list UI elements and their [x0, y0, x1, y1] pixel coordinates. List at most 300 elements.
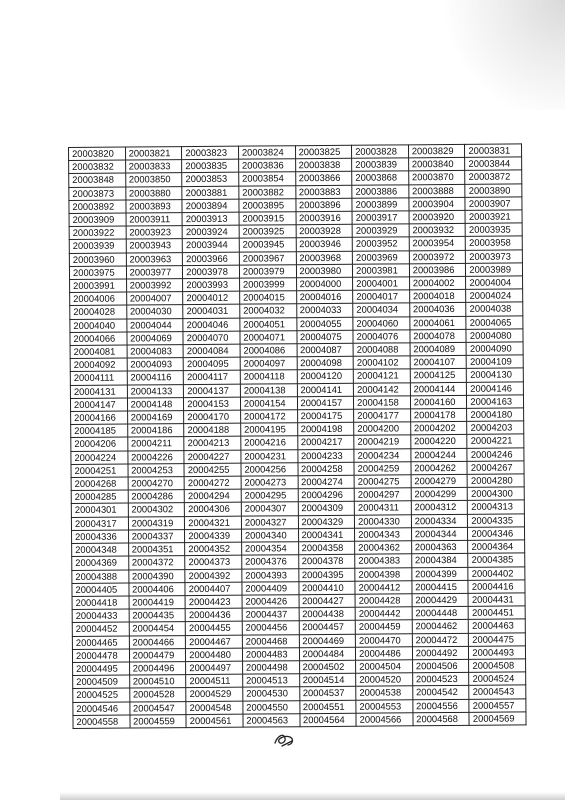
roll-number-cell: 20003989: [466, 263, 523, 277]
roll-number-cell: 20004423: [185, 595, 242, 609]
roll-number-cell: 20004202: [410, 422, 467, 436]
roll-number-cell: 20004117: [184, 371, 241, 385]
roll-number-cell: 20004102: [353, 356, 410, 370]
roll-number-cell: 20004206: [71, 438, 128, 452]
roll-number-cell: 20004186: [127, 424, 184, 438]
roll-number-cell: 20004038: [466, 302, 523, 316]
roll-number-cell: 20003928: [296, 224, 353, 238]
roll-number-cell: 20004542: [412, 686, 469, 700]
roll-number-cell: 20004321: [185, 516, 242, 530]
roll-number-cell: 20003981: [353, 264, 410, 278]
roll-number-cell: 20004546: [73, 702, 130, 716]
roll-number-cell: 20004213: [184, 437, 241, 451]
roll-number-cell: 20003916: [296, 211, 353, 225]
roll-number-table: [68, 143, 527, 728]
roll-number-cell: 20004032: [240, 304, 297, 318]
roll-number-cell: 20004472: [412, 633, 469, 647]
roll-number-cell: 20004383: [355, 554, 412, 568]
roll-number-cell: 20004147: [70, 398, 127, 412]
roll-number-cell: 20004142: [353, 382, 410, 396]
roll-number-cell: 20004299: [411, 488, 468, 502]
roll-number-cell: 20004406: [129, 582, 186, 596]
roll-number-cell: 20004055: [296, 317, 353, 331]
roll-number-table-body: [69, 144, 527, 728]
roll-number-cell: 20004109: [467, 355, 524, 369]
roll-number-cell: 20004259: [354, 462, 411, 476]
roll-number-cell: 20004506: [412, 659, 469, 673]
roll-number-cell: 20004523: [412, 672, 469, 686]
roll-number-cell: 20004294: [184, 489, 241, 503]
roll-number-cell: 20004086: [240, 344, 297, 358]
roll-number-cell: 20003893: [126, 199, 183, 213]
roll-number-cell: 20004448: [412, 606, 469, 620]
roll-number-cell: 20004060: [353, 316, 410, 330]
roll-number-cell: 20003890: [465, 184, 522, 198]
roll-number-cell: 20004510: [129, 675, 186, 689]
roll-number-cell: 20004160: [410, 395, 467, 409]
roll-number-cell: 20003960: [69, 253, 126, 267]
roll-number-cell: 20004384: [411, 554, 468, 568]
roll-number-cell: 20004376: [242, 555, 299, 569]
roll-number-cell: 20003820: [69, 147, 126, 161]
roll-number-cell: 20004157: [297, 396, 354, 410]
roll-number-cell: 20004274: [298, 475, 355, 489]
roll-number-cell: 20004036: [409, 303, 466, 317]
roll-number-cell: 20004285: [71, 490, 128, 504]
roll-number-cell: 20004227: [184, 450, 241, 464]
roll-number-cell: 20004015: [240, 291, 297, 305]
roll-number-cell: 20003945: [239, 238, 296, 252]
roll-number-cell: 20004561: [186, 714, 243, 728]
roll-number-cell: 20003824: [238, 146, 295, 160]
roll-number-cell: 20004467: [186, 635, 243, 649]
roll-number-cell: 20004502: [299, 660, 356, 674]
roll-number-cell: 20004514: [299, 673, 356, 687]
roll-number-cell: 20003854: [239, 172, 296, 186]
roll-number-cell: 20003853: [182, 173, 239, 187]
roll-number-cell: 20004178: [410, 408, 467, 422]
roll-number-cell: 20004018: [409, 290, 466, 304]
roll-number-cell: 20004569: [469, 712, 526, 726]
roll-number-cell: 20003993: [183, 278, 240, 292]
roll-number-cell: 20004402: [468, 566, 525, 580]
roll-number-cell: 20003840: [408, 158, 465, 172]
roll-number-cell: 20003932: [409, 224, 466, 238]
roll-number-cell: 20004092: [70, 358, 127, 372]
roll-number-cell: 20004141: [297, 383, 354, 397]
roll-number-cell: 20004362: [355, 541, 412, 555]
roll-number-cell: 20004431: [468, 593, 525, 607]
roll-number-cell: 20004087: [297, 343, 354, 357]
roll-number-cell: 20004524: [469, 672, 526, 686]
roll-number-cell: 20004061: [410, 316, 467, 330]
roll-number-cell: 20004327: [241, 515, 298, 529]
roll-number-cell: 20004154: [240, 397, 297, 411]
roll-number-cell: 20004272: [184, 476, 241, 490]
roll-number-cell: 20004497: [186, 661, 243, 675]
roll-number-cell: 20004180: [467, 408, 524, 422]
roll-number-cell: 20004564: [299, 713, 356, 727]
roll-number-cell: 20003848: [69, 173, 126, 187]
roll-number-cell: 20004006: [70, 292, 127, 306]
roll-number-cell: 20004258: [297, 462, 354, 476]
roll-number-cell: 20004409: [242, 581, 299, 595]
roll-number-cell: 20004244: [411, 448, 468, 462]
roll-number-cell: 20004337: [128, 529, 185, 543]
roll-number-cell: 20004486: [356, 647, 413, 661]
roll-number-cell: 20003850: [125, 173, 182, 187]
roll-number-cell: 20004336: [72, 530, 129, 544]
roll-number-cell: 20004279: [411, 474, 468, 488]
roll-number-cell: 20003909: [69, 213, 126, 227]
roll-number-cell: 20004251: [71, 464, 128, 478]
roll-number-cell: 20004137: [184, 384, 241, 398]
roll-number-cell: 20003992: [126, 279, 183, 293]
roll-number-cell: 20004226: [128, 450, 185, 464]
roll-number-cell: 20003872: [465, 170, 522, 184]
roll-number-cell: 20004089: [410, 342, 467, 356]
roll-number-cell: 20004198: [297, 423, 354, 437]
roll-number-cell: 20003979: [239, 265, 296, 279]
roll-number-cell: 20004306: [185, 503, 242, 517]
roll-number-cell: 20004388: [72, 570, 129, 584]
roll-number-cell: 20004436: [185, 608, 242, 622]
roll-number-cell: 20004031: [183, 305, 240, 319]
roll-number-cell: 20004012: [183, 291, 240, 305]
roll-number-cell: 20004200: [354, 422, 411, 436]
roll-number-cell: 20004339: [185, 529, 242, 543]
roll-number-cell: 20004393: [242, 568, 299, 582]
roll-number-cell: 20004556: [413, 699, 470, 713]
roll-number-cell: 20004429: [412, 593, 469, 607]
roll-number-cell: 20004372: [128, 556, 185, 570]
roll-number-cell: 20003973: [466, 250, 523, 264]
roll-number-cell: 20004456: [242, 621, 299, 635]
roll-number-cell: 20004028: [70, 305, 127, 319]
roll-number-cell: 20004107: [410, 356, 467, 370]
roll-number-cell: 20003886: [352, 184, 409, 198]
roll-number-cell: 20004211: [127, 437, 184, 451]
roll-number-cell: 20004300: [468, 487, 525, 501]
roll-number-cell: 20004234: [354, 448, 411, 462]
roll-number-cell: 20003913: [182, 212, 239, 226]
roll-number-cell: 20004427: [299, 594, 356, 608]
roll-number-cell: 20003978: [183, 265, 240, 279]
roll-number-cell: 20004120: [297, 370, 354, 384]
roll-number-cell: 20004313: [468, 500, 525, 514]
roll-number-cell: 20004563: [243, 713, 300, 727]
roll-number-cell: 20004121: [353, 369, 410, 383]
roll-number-cell: 20004470: [355, 633, 412, 647]
roll-number-cell: 20003946: [296, 238, 353, 252]
roll-number-cell: 20004219: [354, 435, 411, 449]
roll-number-cell: 20003999: [239, 278, 296, 292]
roll-number-cell: 20003986: [409, 263, 466, 277]
roll-number-cell: 20003832: [69, 160, 126, 174]
roll-number-cell: 20004267: [467, 461, 524, 475]
roll-number-cell: 20004428: [355, 594, 412, 608]
roll-number-cell: 20004297: [354, 488, 411, 502]
roll-number-cell: 20003894: [182, 199, 239, 213]
roll-number-cell: 20003922: [69, 226, 126, 240]
roll-number-cell: 20004253: [128, 463, 185, 477]
roll-number-cell: 20004454: [129, 622, 186, 636]
roll-number-cell: 20004495: [73, 662, 130, 676]
roll-number-cell: 20004216: [241, 436, 298, 450]
roll-number-cell: 20004224: [71, 451, 128, 465]
roll-number-cell: 20004065: [466, 316, 523, 330]
roll-number-cell: 20004030: [126, 305, 183, 319]
roll-number-cell: 20004295: [241, 489, 298, 503]
roll-number-cell: 20004286: [128, 490, 185, 504]
roll-number-cell: 20004097: [240, 357, 297, 371]
roll-number-cell: 20004078: [410, 329, 467, 343]
roll-number-cell: 20004090: [466, 342, 523, 356]
roll-number-cell: 20003975: [69, 266, 126, 280]
roll-number-cell: 20004415: [412, 580, 469, 594]
roll-number-cell: 20004452: [72, 622, 129, 636]
roll-number-cell: 20004118: [240, 370, 297, 384]
roll-number-cell: 20004553: [356, 699, 413, 713]
roll-number-cell: 20004438: [299, 607, 356, 621]
roll-number-cell: 20004418: [72, 596, 129, 610]
roll-number-cell: 20003868: [352, 171, 409, 185]
roll-number-cell: 20004435: [129, 609, 186, 623]
roll-number-cell: 20004392: [185, 569, 242, 583]
roll-number-cell: 20004538: [356, 686, 413, 700]
handwritten-signature-icon: [272, 729, 298, 749]
roll-number-cell: 20003844: [465, 157, 522, 171]
roll-number-cell: 20004116: [127, 371, 184, 385]
roll-number-cell: 20004335: [468, 514, 525, 528]
roll-number-cell: 20004046: [183, 318, 240, 332]
roll-number-cell: 20004525: [73, 688, 130, 702]
roll-number-cell: 20003873: [69, 187, 126, 201]
roll-number-cell: 20004188: [184, 423, 241, 437]
roll-number-cell: 20003935: [465, 223, 522, 237]
roll-number-cell: 20004002: [409, 276, 466, 290]
roll-number-cell: 20003963: [126, 252, 183, 266]
roll-number-cell: 20003883: [295, 185, 352, 199]
roll-number-cell: 20004492: [412, 646, 469, 660]
roll-number-cell: 20003925: [239, 225, 296, 239]
roll-number-cell: 20004007: [126, 292, 183, 306]
roll-number-cell: 20003839: [352, 158, 409, 172]
roll-number-cell: 20004346: [468, 527, 525, 541]
roll-number-cell: 20004262: [411, 461, 468, 475]
roll-number-cell: 20003921: [465, 210, 522, 224]
roll-number-cell: 20004220: [411, 435, 468, 449]
roll-number-cell: 20004537: [299, 687, 356, 701]
roll-number-cell: 20004246: [467, 448, 524, 462]
roll-number-cell: 20003972: [409, 250, 466, 264]
roll-number-cell: 20004166: [71, 411, 128, 425]
roll-number-cell: 20003952: [352, 237, 409, 251]
roll-number-cell: 20004158: [354, 396, 411, 410]
roll-number-cell: 20004000: [296, 277, 353, 291]
roll-number-cell: 20004231: [241, 449, 298, 463]
roll-number-cell: 20004044: [126, 318, 183, 332]
roll-number-cell: 20004233: [297, 449, 354, 463]
roll-number-cell: 20004479: [129, 648, 186, 662]
scan-bottom-edge: [60, 792, 565, 800]
roll-number-cell: 20004550: [243, 700, 300, 714]
roll-number-cell: 20004466: [129, 635, 186, 649]
roll-number-cell: 20003929: [352, 224, 409, 238]
roll-number-cell: 20004040: [70, 319, 127, 333]
roll-number-cell: 20003904: [409, 197, 466, 211]
roll-number-cell: 20004568: [413, 712, 470, 726]
roll-number-cell: 20004330: [355, 515, 412, 529]
roll-number-cell: 20004469: [299, 634, 356, 648]
roll-number-cell: 20004317: [71, 517, 128, 531]
roll-number-cell: 20004451: [468, 606, 525, 620]
roll-number-cell: 20004410: [298, 581, 355, 595]
roll-number-cell: 20004405: [72, 583, 129, 597]
roll-number-cell: 20003980: [296, 264, 353, 278]
roll-number-cell: 20004358: [298, 541, 355, 555]
roll-number-cell: 20004177: [354, 409, 411, 423]
roll-number-cell: 20004268: [71, 477, 128, 491]
roll-number-cell: 20004566: [356, 713, 413, 727]
roll-number-cell: 20003895: [239, 199, 296, 213]
roll-number-cell: 20004511: [186, 674, 243, 688]
roll-number-cell: 20004459: [355, 620, 412, 634]
roll-number-cell: 20004302: [128, 503, 185, 517]
roll-number-cell: 20004480: [186, 648, 243, 662]
roll-number-cell: 20004004: [466, 276, 523, 290]
roll-number-cell: 20004399: [412, 567, 469, 581]
roll-number-cell: 20004455: [185, 621, 242, 635]
roll-number-cell: 20004311: [354, 501, 411, 515]
roll-number-cell: 20004557: [469, 698, 526, 712]
roll-number-cell: 20003870: [408, 171, 465, 185]
roll-number-cell: 20004319: [128, 516, 185, 530]
roll-number-cell: 20004175: [297, 409, 354, 423]
roll-number-cell: 20004051: [240, 317, 297, 331]
roll-number-cell: 20004111: [70, 371, 127, 385]
roll-number-cell: 20003969: [352, 250, 409, 264]
roll-number-cell: 20004273: [241, 476, 298, 490]
roll-number-cell: 20004340: [241, 529, 298, 543]
roll-number-cell: 20004033: [296, 304, 353, 318]
page-corner-shadow: [445, 0, 565, 110]
roll-number-cell: 20004344: [411, 527, 468, 541]
roll-number-cell: 20004528: [129, 688, 186, 702]
roll-number-cell: 20003866: [295, 172, 352, 186]
roll-number-cell: 20004275: [354, 475, 411, 489]
roll-number-cell: 20003917: [352, 211, 409, 225]
roll-number-cell: 20004559: [130, 714, 187, 728]
roll-number-cell: 20004437: [242, 608, 299, 622]
roll-number-cell: 20004558: [73, 715, 130, 729]
roll-number-cell: 20004217: [297, 436, 354, 450]
roll-number-cell: 20004433: [72, 609, 129, 623]
roll-number-cell: 20003944: [182, 239, 239, 253]
roll-number-cell: 20003836: [238, 159, 295, 173]
roll-number-cell: 20004148: [127, 397, 184, 411]
roll-number-cell: 20004329: [298, 515, 355, 529]
roll-number-cell: 20003899: [352, 198, 409, 212]
roll-number-cell: 20004098: [297, 357, 354, 371]
roll-number-cell: 20004163: [467, 395, 524, 409]
roll-number-cell: 20003896: [295, 198, 352, 212]
roll-number-cell: 20004169: [127, 411, 184, 425]
roll-number-cell: 20004373: [185, 555, 242, 569]
roll-number-cell: 20004463: [469, 619, 526, 633]
roll-number-cell: 20004543: [469, 685, 526, 699]
roll-number-cell: 20004130: [467, 368, 524, 382]
roll-number-cell: 20004088: [353, 343, 410, 357]
roll-number-cell: 20004153: [184, 397, 241, 411]
roll-number-cell: 20004309: [298, 502, 355, 516]
roll-number-cell: 20004070: [183, 331, 240, 345]
roll-number-cell: 20004034: [353, 303, 410, 317]
roll-number-cell: 20004504: [356, 660, 413, 674]
roll-number-cell: 20004508: [469, 659, 526, 673]
roll-number-cell: 20003958: [466, 236, 523, 250]
roll-number-cell: 20004144: [410, 382, 467, 396]
roll-number-cell: 20003915: [239, 212, 296, 226]
roll-number-cell: 20003967: [239, 251, 296, 265]
roll-number-cell: 20004075: [296, 330, 353, 344]
roll-number-cell: 20004468: [242, 634, 299, 648]
roll-number-cell: 20004024: [466, 289, 523, 303]
roll-number-cell: 20003966: [183, 252, 240, 266]
roll-number-cell: 20003943: [126, 239, 183, 253]
roll-number-cell: 20004426: [242, 595, 299, 609]
roll-number-cell: 20004530: [243, 687, 300, 701]
roll-number-cell: 20004378: [298, 555, 355, 569]
roll-number-cell: 20004398: [355, 567, 412, 581]
roll-number-cell: 20004071: [240, 331, 297, 345]
roll-number-cell: 20003954: [409, 237, 466, 251]
roll-number-cell: 20003923: [126, 226, 183, 240]
roll-number-cell: 20004493: [469, 646, 526, 660]
roll-number-cell: 20004125: [410, 369, 467, 383]
roll-number-cell: 20003882: [239, 185, 296, 199]
roll-number-cell: 20003881: [182, 186, 239, 200]
roll-number-cell: 20003838: [295, 158, 352, 172]
roll-number-cell: 20003833: [125, 160, 182, 174]
roll-number-cell: 20004069: [127, 331, 184, 345]
roll-number-cell: 20004442: [355, 607, 412, 621]
roll-number-cell: 20004170: [184, 410, 241, 424]
roll-number-cell: 20003911: [126, 213, 183, 227]
roll-number-cell: 20004256: [241, 463, 298, 477]
roll-number-cell: 20004001: [353, 277, 410, 291]
roll-number-cell: 20004475: [469, 632, 526, 646]
roll-number-cell: 20003823: [182, 146, 239, 160]
roll-number-cell: 20004369: [72, 556, 129, 570]
roll-number-cell: 20004185: [71, 424, 128, 438]
roll-number-cell: 20004513: [243, 674, 300, 688]
roll-number-cell: 20004280: [467, 474, 524, 488]
roll-number-cell: 20004412: [355, 581, 412, 595]
roll-number-cell: 20004081: [70, 345, 127, 359]
roll-number-cell: 20003991: [70, 279, 127, 293]
roll-number-cell: 20003888: [409, 184, 466, 198]
roll-number-cell: 20004348: [72, 543, 129, 557]
roll-number-cell: 20004363: [411, 540, 468, 554]
roll-number-cell: 20004312: [411, 501, 468, 515]
roll-number-cell: 20004093: [127, 358, 184, 372]
roll-number-cell: 20004016: [296, 291, 353, 305]
roll-number-cell: 20004270: [128, 477, 185, 491]
roll-number-cell: 20003821: [125, 147, 182, 161]
roll-number-cell: 20004529: [186, 687, 243, 701]
roll-number-cell: 20004462: [412, 620, 469, 634]
